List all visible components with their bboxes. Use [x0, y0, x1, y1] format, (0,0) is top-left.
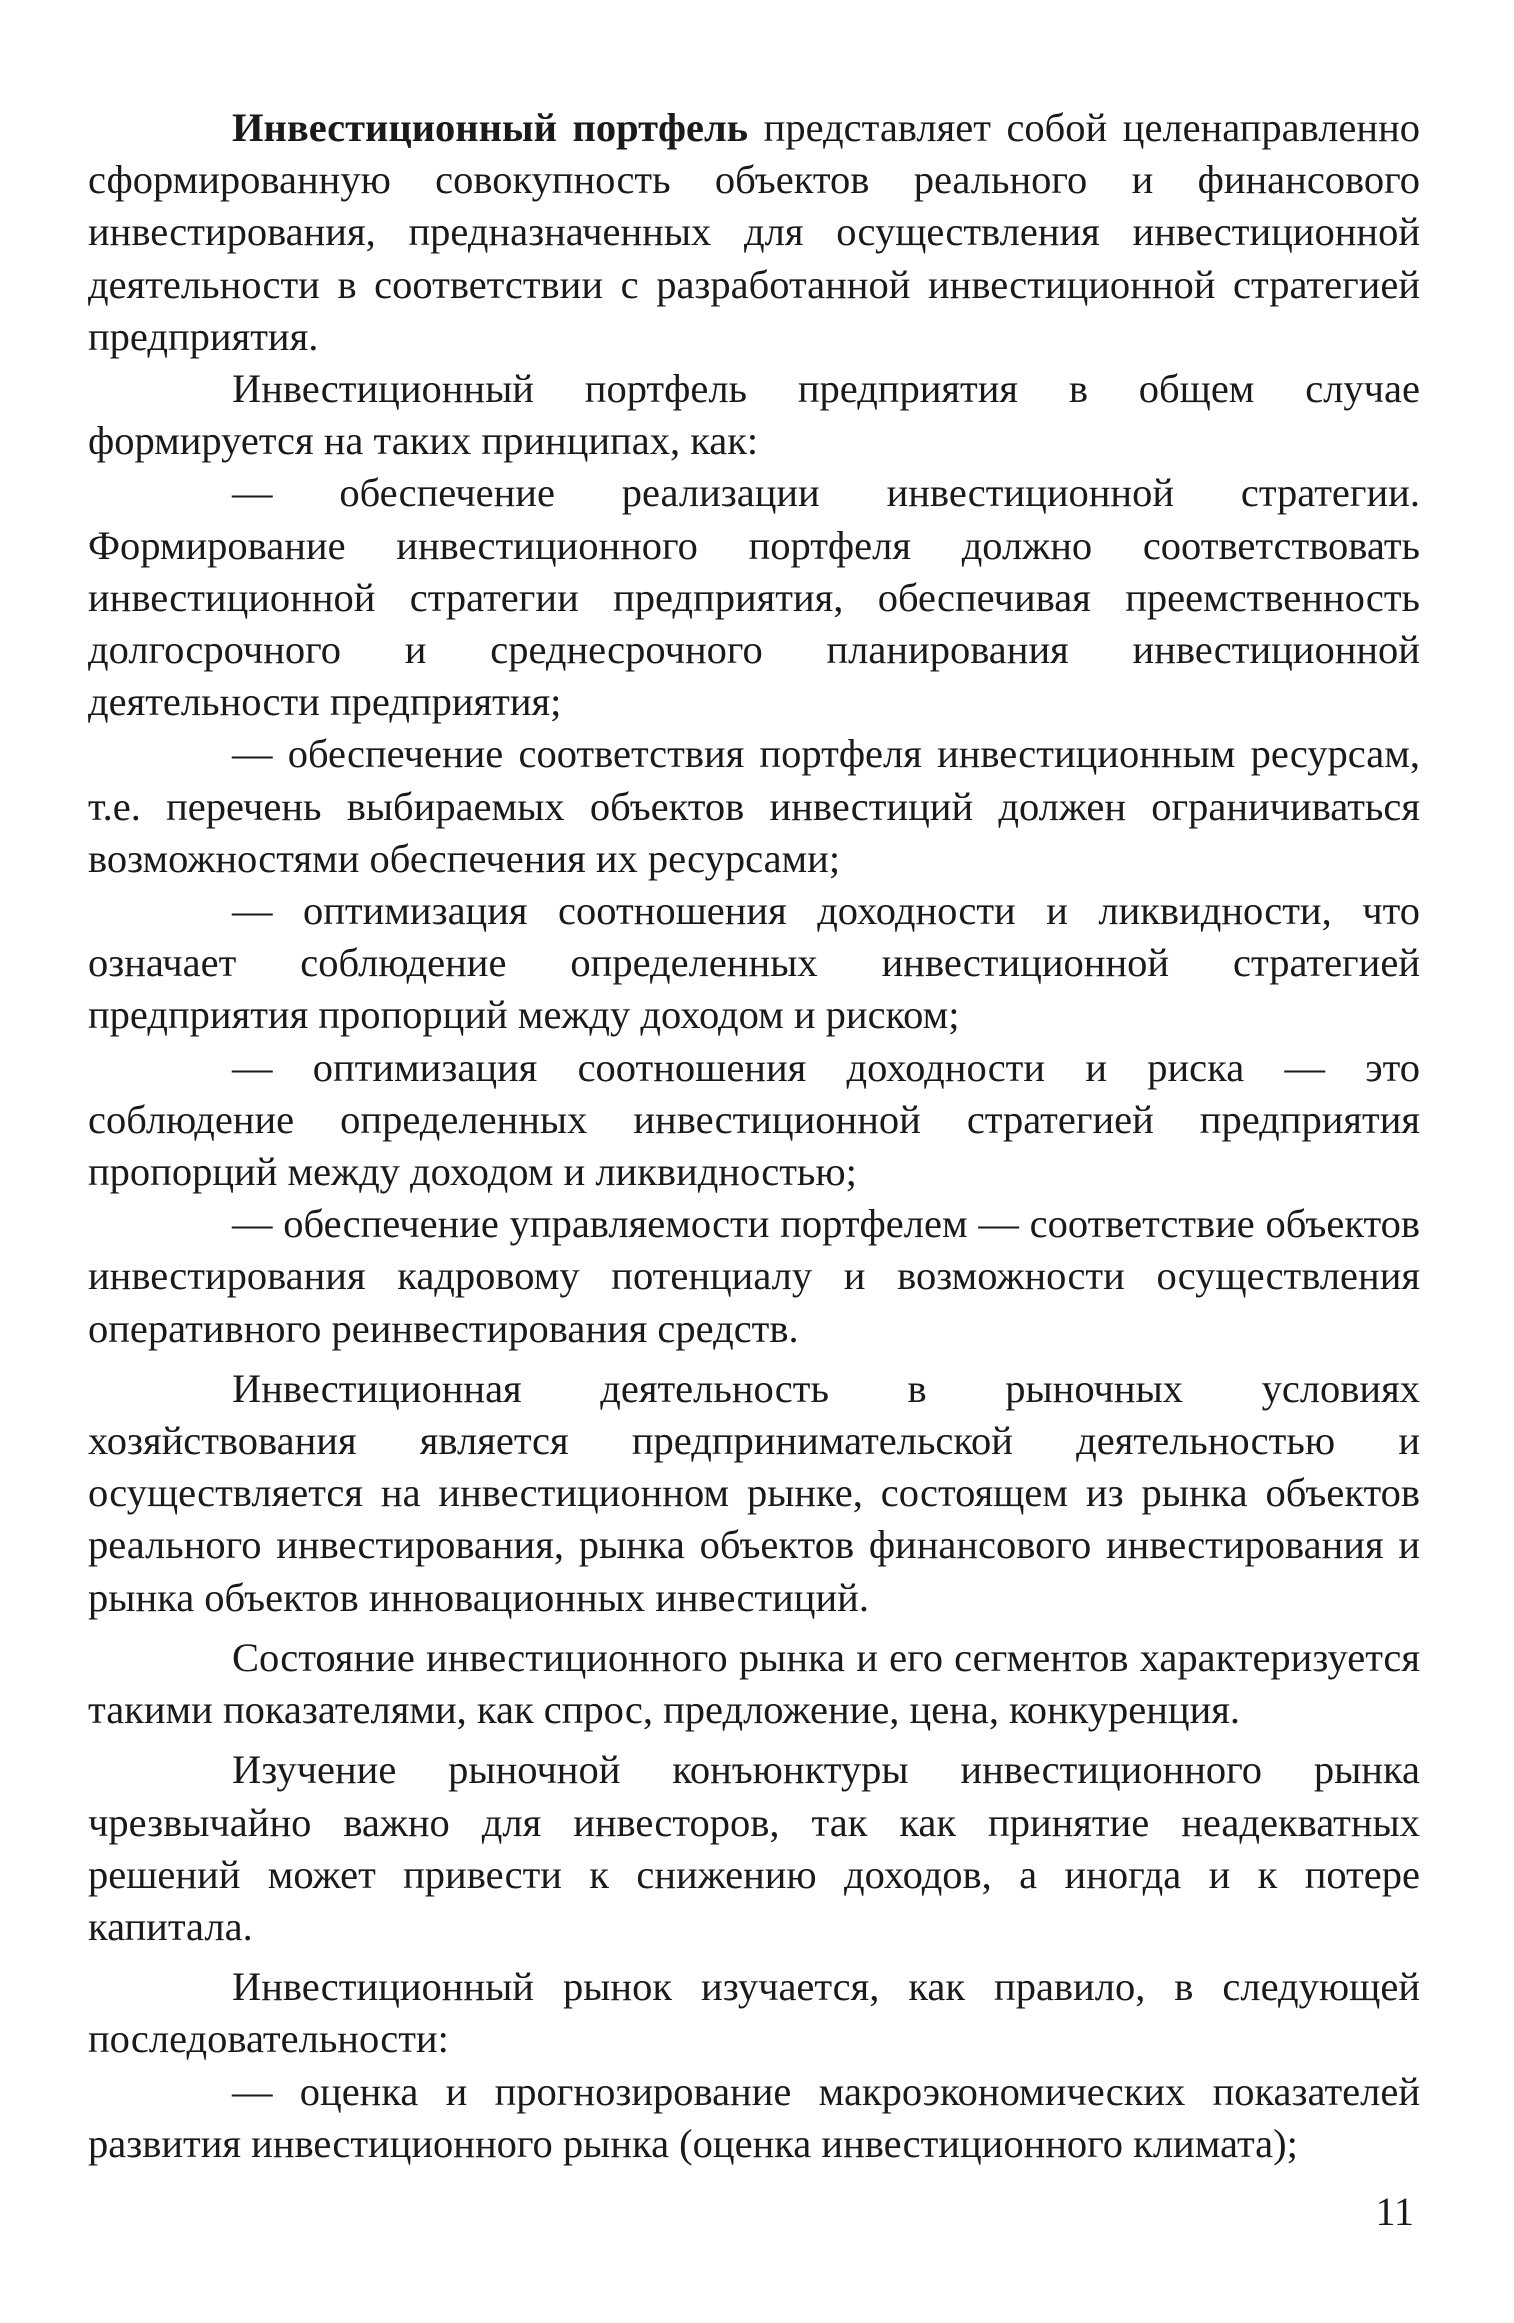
list-item-risk: — оптимизация соотношения доходности и риска — это соблюдение определенных инвестиционной стратегией предприятия пропорций между доходом и ликвидностью;	[88, 1044, 1420, 1195]
paragraph-market-study: Изучение рыночной конъюнктуры инвестиционного рынка чрезвычайно важно для инвесторов, так как принятие неадекватных решений может привести к снижению доходов, а иногда и к потере капитала.	[88, 1747, 1420, 1949]
list-item-resources: — обеспечение соответствия портфеля инвестиционным ресурсам, т.е. перечень выбираемых объектов инвестиций должен ограничиваться возможностями обеспечения их ресурсами;	[88, 731, 1420, 881]
paragraph-market-state: Состояние инвестиционного рынка и его сегментов характеризуется такими показателями, как спрос, предложение, цена, конкуренция.	[88, 1634, 1420, 1733]
paragraph-text: представляет собой целенаправленно сформированную совокупность объектов реального и финансового инвестирования, предназначенных для осуществления инвестиционной деятельности в соответствии с разработанной инвестиционной стратегией предприятия.	[88, 105, 1420, 359]
list-item-macro-assessment: — оценка и прогнозирование макроэкономических показателей развития инвестиционного рынка (оценка инвестиционного климата);	[88, 2068, 1420, 2166]
list-item-manageability: — обеспечение управляемости портфелем — соответствие объектов инвестирования кадровому потенциалу и возможности осуществления оперативного реинвестирования средств.	[88, 1201, 1420, 1351]
paragraph-investment-activity: Инвестиционная деятельность в рыночных условиях хозяйствования является предпринимательской деятельностью и осуществляется на инвестиционном рынке, состоящем из рынка объектов реального инвестирования, рынка объектов финансового инвестирования и рынка объектов инновационных инвестиций.	[88, 1365, 1420, 1620]
list-item-strategy: — обеспечение реализации инвестиционной стратегии. Формирование инвестиционного портфеля должно соответствовать инвестиционной стратегии предприятия, обеспечивая преемственность долгосрочного и среднесрочного планирования инвестиционной деятельности предприятия;	[88, 470, 1420, 725]
document-body	[88, 102, 1420, 2170]
page-number: 11	[1375, 2189, 1414, 2234]
defined-term: Инвестиционный портфель	[232, 105, 749, 150]
paragraph-study-sequence: Инвестиционный рынок изучается, как правило, в следующей последовательности:	[88, 1964, 1420, 2062]
paragraph-principles-intro: Инвестиционный портфель предприятия в общем случае формируется на таких принципах, как:	[88, 366, 1420, 464]
list-item-liquidity: — оптимизация соотношения доходности и ликвидности, что означает соблюдение определенных инвестиционной стратегией предприятия пропорций между доходом и риском;	[88, 888, 1420, 1038]
paragraph-portfolio-definition	[88, 102, 1420, 363]
